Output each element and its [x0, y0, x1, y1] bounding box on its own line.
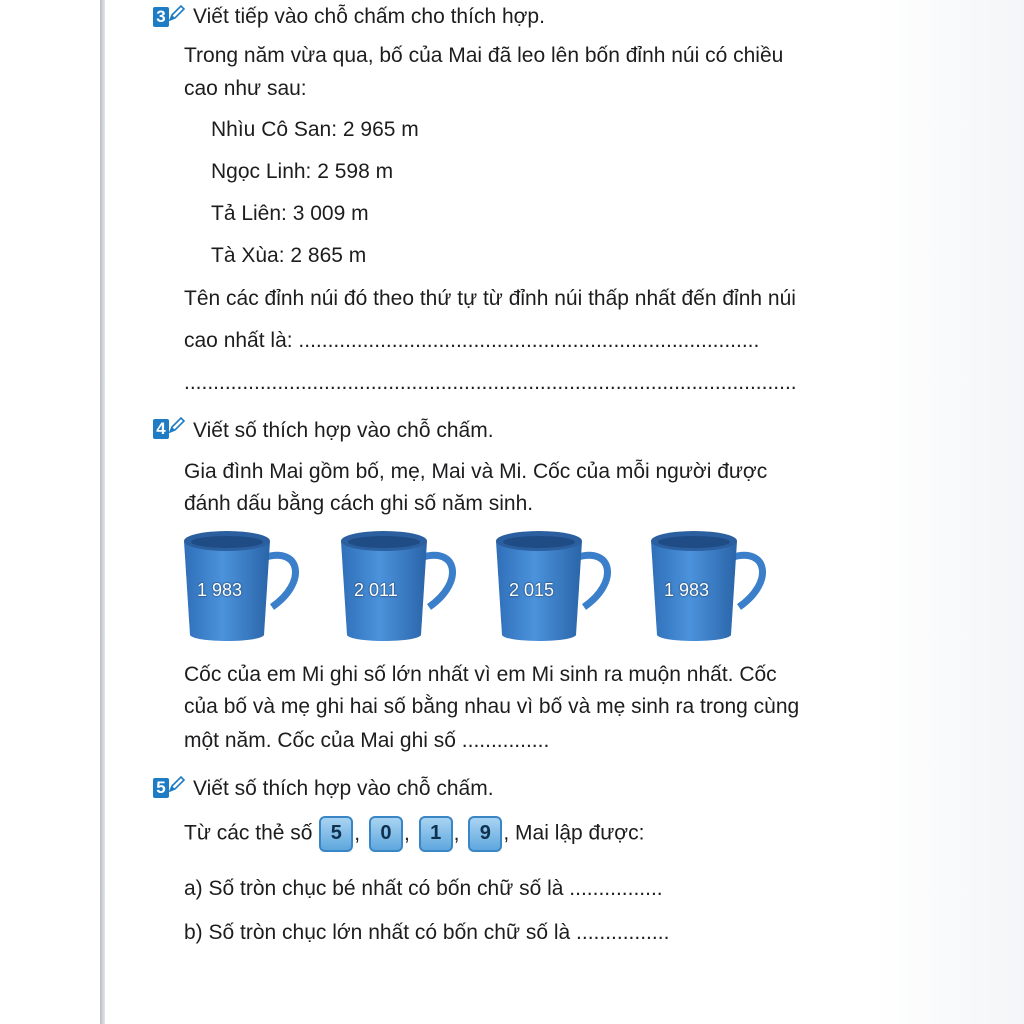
pencil-icon — [168, 775, 186, 793]
cup-label: 2 011 — [354, 580, 398, 600]
exercise-4-instruction: Viết số thích hợp vào chỗ chấm. — [193, 419, 494, 442]
mountain-height-item: Ngọc Linh: 2 598 m — [211, 160, 394, 183]
exercise-5-part-a[interactable]: a) Số tròn chục bé nhất có bốn chữ số là ................ — [184, 877, 663, 900]
cards-suffix-text: , Mai lập được: — [503, 821, 645, 845]
cup-label: 1 983 — [664, 580, 710, 600]
pencil-icon — [168, 4, 186, 22]
exercise-4-intro-line-2: đánh dấu bằng cách ghi số năm sinh. — [184, 492, 534, 515]
page-edge-shading — [874, 0, 1024, 1024]
cup-label: 2 015 — [509, 580, 555, 600]
number-card: 1 — [419, 816, 453, 852]
pencil-icon — [168, 416, 186, 434]
exercise-5-part-b[interactable]: b) Số tròn chục lớn nhất có bốn chữ số là ................ — [184, 921, 670, 944]
exercise-4-number: 4 — [153, 419, 168, 439]
exercise-3-intro-line-1: Trong năm vừa qua, bố của Mai đã leo lên bốn đỉnh núi có chiều — [184, 44, 784, 67]
exercise-4-answer-blank[interactable]: một năm. Cốc của Mai ghi số ............... — [184, 729, 550, 752]
number-card: 9 — [468, 816, 502, 852]
exercise-4-intro-line-1: Gia đình Mai gồm bố, mẹ, Mai và Mi. Cốc của mỗi người được — [184, 460, 768, 483]
mountain-height-item: Tà Xùa: 2 865 m — [211, 244, 367, 267]
mountain-height-item: Tả Liên: 3 009 m — [211, 202, 369, 225]
number-card: 0 — [369, 816, 403, 852]
exercise-4-text-line-1: Cốc của em Mi ghi số lớn nhất vì em Mi sinh ra muộn nhất. Cốc — [184, 663, 777, 686]
exercise-3-number: 3 — [153, 7, 168, 27]
exercise-3-answer-blank-2[interactable]: ......................................................................................................... — [184, 371, 797, 394]
exercise-5-number: 5 — [153, 778, 168, 798]
exercise-3-question-line-1: Tên các đỉnh núi đó theo thứ tự từ đỉnh núi thấp nhất đến đỉnh núi — [184, 287, 796, 310]
exercise-5-instruction: Viết số thích hợp vào chỗ chấm. — [193, 777, 494, 800]
page-binding-edge — [100, 0, 105, 1024]
exercise-3-intro-line-2: cao như sau: — [184, 77, 307, 100]
exercise-3-answer-blank-1[interactable]: cao nhất là: ............................................................................... — [184, 329, 760, 352]
mountain-height-item: Nhìu Cô San: 2 965 m — [211, 118, 419, 141]
cup-label: 1 983 — [197, 580, 243, 600]
number-card: 5 — [319, 816, 353, 852]
exercise-5-cards-row: Từ các thẻ số 5 , 0 , 1 , 9 , Mai lập được: — [184, 816, 644, 852]
exercise-3-instruction: Viết tiếp vào chỗ chấm cho thích hợp. — [193, 5, 545, 28]
exercise-4-text-line-2: của bố và mẹ ghi hai số bằng nhau vì bố và mẹ sinh ra trong cùng — [184, 695, 800, 718]
cards-prefix-text: Từ các thẻ số — [184, 821, 313, 845]
